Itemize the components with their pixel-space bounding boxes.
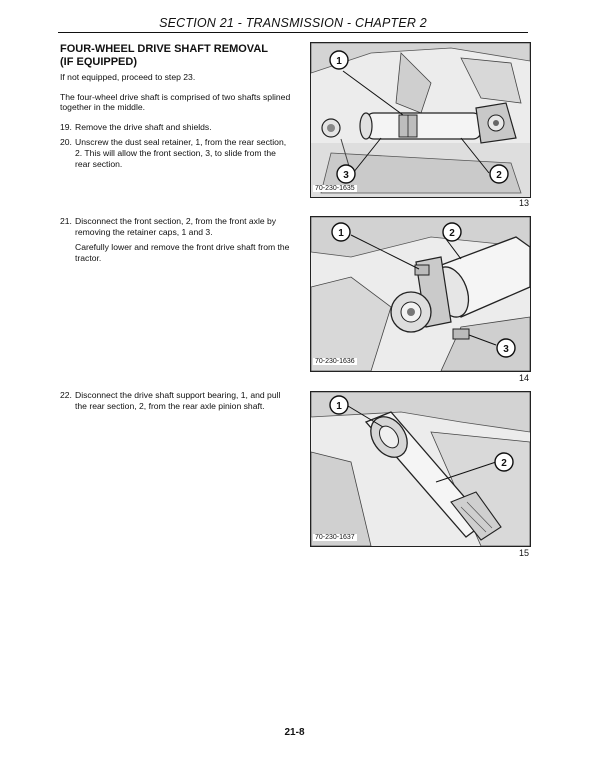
step-text: Disconnect the front section, 2, from the front axle by removing the retainer caps, 1 and 3. — [75, 216, 277, 237]
svg-text:1: 1 — [338, 228, 344, 239]
step-number: 21. — [60, 216, 72, 226]
step-text: Unscrew the dust seal retainer, 1, from the rear section, 2. This will allow the front section, 3, to slide from the rear section. — [75, 137, 287, 169]
step-text: Disconnect the drive shaft support bearing, 1, and pull the rear section, 2, from the rear axle pinion shaft. — [75, 390, 281, 411]
header-rule — [58, 32, 528, 33]
callout-1 — [330, 396, 348, 414]
step-22-block — [60, 390, 292, 416]
step-22 — [60, 390, 292, 411]
svg-text:3: 3 — [343, 170, 349, 181]
figure-15-illustration — [311, 392, 530, 546]
section-heading-line1: FOUR-WHEEL DRIVE SHAFT REMOVAL — [60, 43, 268, 55]
step-21-block — [60, 216, 292, 268]
section-heading-line2: (IF EQUIPPED) — [60, 56, 138, 68]
callout-2 — [495, 453, 513, 471]
callout-1 — [332, 223, 350, 241]
callout-3 — [337, 165, 355, 183]
figure-14-number: 14 — [518, 373, 529, 383]
figure-15-id: 70-230-1637 — [315, 534, 355, 541]
step-number: 22. — [60, 390, 72, 400]
step-19 — [60, 122, 292, 133]
step-number: 19. — [60, 121, 72, 132]
step-20 — [60, 137, 292, 169]
svg-text:2: 2 — [496, 170, 502, 181]
figure-14-illustration — [311, 217, 530, 371]
step-21-note: Carefully lower and remove the front drive shaft from the tractor. — [75, 242, 290, 263]
figure-15-number: 15 — [518, 548, 529, 558]
callout-2 — [443, 223, 461, 241]
intro-text: If not equipped, proceed to step 23. — [60, 72, 196, 82]
section-intro-block — [60, 43, 292, 174]
description-text: The four-wheel drive shaft is comprised of two shafts splined together in the middle. — [60, 91, 291, 113]
step-text: Remove the drive shaft and shields. — [75, 121, 212, 132]
svg-text:1: 1 — [336, 401, 342, 412]
figure-14-front-section — [310, 216, 531, 372]
page-header: SECTION 21 - TRANSMISSION - CHAPTER 2 — [159, 16, 427, 30]
callout-1 — [330, 51, 348, 69]
callout-3 — [497, 339, 515, 357]
page-number: 21-8 — [284, 727, 305, 738]
figure-14-id: 70-230-1636 — [315, 358, 355, 365]
figure-13-number: 13 — [518, 198, 529, 208]
svg-text:3: 3 — [503, 344, 509, 355]
figure-13-drive-shaft-retainer — [310, 42, 531, 198]
svg-text:2: 2 — [449, 228, 455, 239]
step-21 — [60, 216, 292, 237]
figure-13-illustration — [311, 43, 530, 197]
figure-15-support-bearing — [310, 391, 531, 547]
callout-2 — [490, 165, 508, 183]
svg-text:1: 1 — [336, 56, 342, 67]
step-number: 20. — [60, 137, 72, 148]
figure-13-id: 70-230-1635 — [315, 185, 355, 192]
svg-text:2: 2 — [501, 458, 507, 469]
